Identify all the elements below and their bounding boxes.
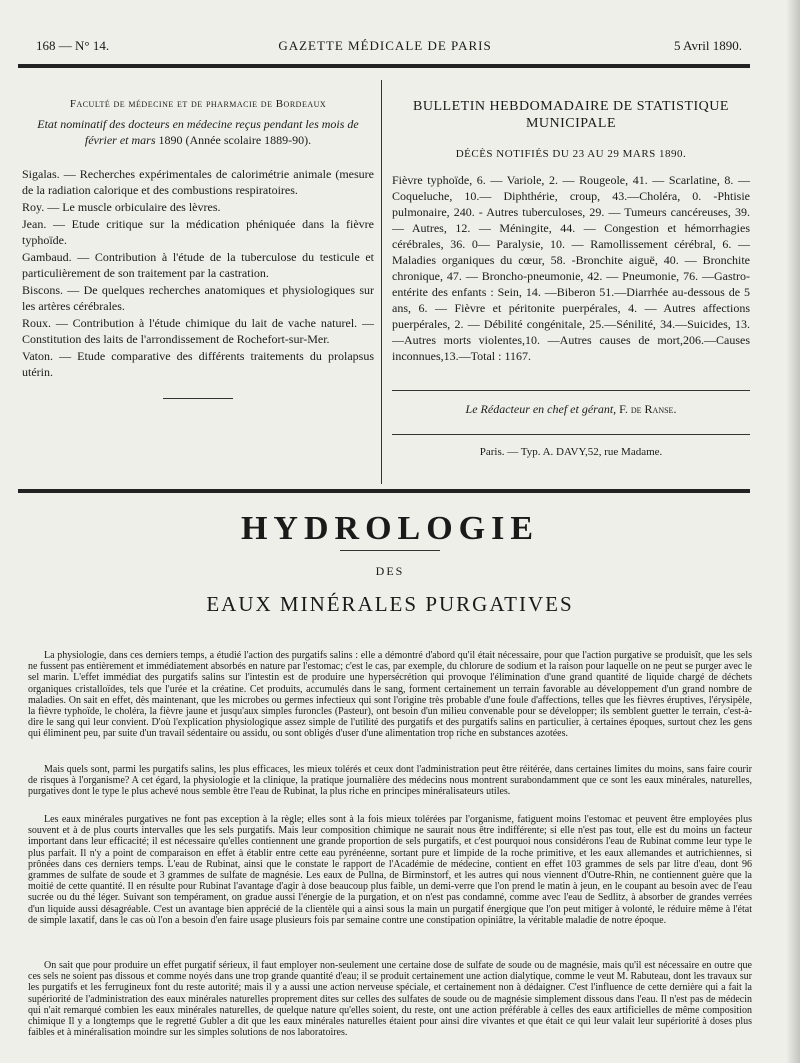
editor-name: F. de Ranse. [616,402,677,416]
thesis-entry: Sigalas. — Recherches expérimentales de calorimétrie animale (mesure de la radiation calorique et des combustions respiratoires. [22,167,374,197]
article-des: DES [375,564,405,578]
article-subtitle: EAUX MINÉRALES PURGATIVES [206,592,574,616]
faculty-year: 1890 (Année scolaire 1889-90). [155,133,312,147]
thesis-entry: Roux. — Contribution à l'étude chimique du lait de vache naturel. — Constitution des laits de l'arrondissement de Rochefort-sur-Mer. [22,316,374,346]
journal-title: GAZETTE MÉDICALE DE PARIS [278,38,492,53]
section-end-rule [163,398,233,399]
article-paragraph: Les eaux minérales purgatives ne font pas exception à la règle; elles sont à la fois mieux tolérées par l'organisme, fatiguent moins l'estomac et peuvent être employées plus souvent et à de plus courts intervalles que les sels purgatifs. Mais leur composition chimique ne saurait nous être indifférente; si elle n'est pas tout, elle est du moins un facteur important dans leur efficacité; il est nécessaire qu'elles contiennent une grande proportion de sels purgatifs, et c'est pourquoi nous considérons l'eau de Rubinat comme leur type le plus parfait. Il n'y a point de comparaison en effet à établir entre cette eau pyrénéenne, sortant pure et limpide de la roche primitive, et les eaux allemandes et autrichiennes, si prônées dans ces derniers temps. L'eau de Rubinat, ainsi que le constate le rapport de l'Académie de médecine, contient en effet 103 grammes de sels par litre d'eau, dont 96 grammes de sulfate de soude et 3 grammes de sulfate de magnésie. Les eaux de Pullna, de Birminstorf, et les autres qui nous viennent d'Outre-Rhin, ne contiennent guère que la moitié de cette quantité. Il en résulte pour Rubinat l'avantage d'agir à dose beaucoup plus faible, un demi-verre que l'on prend le matin à jeun, en le coupant au besoin avec de l'eau sucrée ou du thé léger. Suivant son tempérament, on gradue aussi l'énergie de la purgation, et on n'est pas condamné, comme avec l'eau de Sedlitz, à absorber de grandes verrées d'un liquide aussi désagréable. C'est un avantage bien apprécié de la clientèle qui a ainsi sous la main un purgatif énergique que l'on peut mitiger à volonté, le réduire même à l'état de simple laxatif, dans le cas où l'on a besoin d'en faire usage plusieurs fois par semaine contre une constipation opiniâtre, la véritable maladie de notre époque. [28,814,752,926]
thesis-entry: Jean. — Etude critique sur la médication phéniquée dans la fièvre typhoïde. [22,217,374,247]
issue-date: 5 Avril 1890. [673,38,742,53]
thesis-entry: Gambaud. — Contribution à l'étude de la tuberculose du testicule et particulièrement de son traitement par la castration. [22,250,374,280]
title-underline [340,550,440,551]
article-paragraph: La physiologie, dans ces derniers temps, a étudié l'action des purgatifs salins : elle a démontré d'abord qu'il était nécessaire, pour que l'action purgative se produisît, que les sels ne fussent pas entièrement et immédiatement absorbés en nature par l'estomac; c'est le cas, par exemple, du chlorure de sodium et la raison pour laquelle on ne peut se purger avec le sel marin. L'effet immédiat des purgatifs salins sur l'intestin est de produire une hypersécrétion qui provoque l'élimination d'une grand quantité de liquide chargé de déchets organiques cristalloïdes, tels que l'urée et la créatine. Cet produits, accumulés dans le sang, forment certainement un terrain favorable au développement d'un grand nombre de maladies. On sait en effet, dès maintenant, que les microbes ou germes infectieux qui sont l'origine très probable d'une foule d'affections, telles que les fièvres éruptives, l'érysipèle, la fièvre typhoïde, le choléra, la fièvre jaune et jusqu'aux simples furoncles (Pasteur), ont besoin d'un milieu convenable pour se développer; ils semblent guetter le terrain, c'est-à-dire le sang qui leur convient. D'où l'explication physiologique assez simple de l'utilité des purgatifs et des purgatifs salins en particulier, à certaines époques, surtout chez les gens qui éliminent peu, par suite d'un travail sédentaire ou assidu, ou sont obligés d'user d'une alimentation trop riche en substances azotées. [28,650,752,740]
column-divider [381,80,382,484]
page-header [20,38,750,60]
bulletin-subtitle: DÉCÈS NOTIFIÉS DU 23 AU 29 MARS 1890. [455,148,687,160]
thesis-entry: Vaton. — Etude comparative des différents traitements du prolapsus utérin. [22,349,374,379]
bulletin-title: BULLETIN HEBDOMADAIRE DE STATISTIQUE MUNICIPALE [413,99,729,131]
section-rule [18,489,750,493]
thesis-entry: Roy. — Le muscle orbiculaire des lèvres. [22,200,221,214]
page-number: 168 — N° 14. [36,38,110,53]
faculty-title: Faculté de médecine et de pharmacie de Bordeaux [69,98,327,110]
thesis-entry: Biscons. — De quelques recherches anatomiques et physiologiques sur les artères cérébrales. [22,283,374,313]
editor-signature: Le Rédacteur en chef et gérant, F. de Ranse. [465,402,677,416]
faculty-subtitle: Etat nominatif des docteurs en médecine reçus pendant les mois de février et mars 1890 (Année scolaire 1889-90). [37,117,359,147]
article-paragraph: Mais quels sont, parmi les purgatifs salins, les plus efficaces, les mieux tolérés et ceux dont l'administration peut être réitérée, dans certaines limites du moins, sans faire courir de risques à l'organisme? A cet égard, la physiologie et la clinique, la pratique journalière des médecins nous montrent surabondamment que ce sont les eaux minérales, naturelles, purgatives dont le type le plus achevé nous semble être l'eau de Rubinat, la plus riche en principes minéralisateurs utiles. [28,764,752,798]
mortality-statistics: Fièvre typhoïde, 6. — Variole, 2. — Rougeole, 41. — Scarlatine, 8. — Coqueluche, 10.— Diphthérie, croup, 43.—Choléra, 0. -Phtisie pulmonaire, 240. - Autres tuberculoses, 29. — Tumeurs cancéreuses, 39. — Autres, 12. — Méningite, 44. — Congestion et hémorrhagies cérébrales, 36. 0— Paralysie, 10. — Ramollissement cérébral, 6. — Maladies organiques du cœur, 58. -Bronchite aiguë, 40. — Bronchite chronique, 47. — Broncho-pneumonie, 42. — Pneumonie, 76. —Gastro-entérite des enfants : Sein, 14. —Biberon 51.—Diarrhée au-dessous de 5 ans, 6. — Fièvre et péritonite puerpérales, 4. — Autres affections puerpérales, 2. — Débilité congénitale, 25.—Sénilité, 34.—Suicides, 13.—Autres morts violentes,10. —Autres causes de mort,206.—Causes inconnues,13.—Total : 1167. [392,173,750,363]
article-paragraph: On sait que pour produire un effet purgatif sérieux, il faut employer non-seulement une certaine dose de sulfate de soude ou de magnésie, mais qu'il est nécessaire en outre que ces sels ne soient pas dissous et comme noyés dans une trop grande quantité d'eau; il se produit certainement une action dialytique, comme le veut M. Rabuteau, dont les travaux sur les purgatifs et les ferrugineux font du reste autorité; mais il y a aussi une action nerveuse spéciale, et certainement non à dédaigner. C'est l'influence de cette dernière qui a fait la supériorité de l'administration des eaux minérales naturelles proprement dites sur celles des sulfates de soude ou de magnésie simplement dissous dans l'eau. Il n'est pas de médecin qui n'ait remarqué combien les eaux minérales naturelles, de quelque nature qu'elles soient, du reste, ont une action préférable à celles des eaux artificielles de même composition chimique Il y a longtemps que le regretté Gubler a dit que les eaux minérales naturelles étaient pour ainsi dire vivantes et que était ce qui leur valait leur supériorité à doses plus faibles et à minéralisation moindre sur les simples solutions de nos laboratoires. [28,960,752,1039]
page-edge-shadow [786,0,800,1063]
article-title: HYDROLOGIE [240,510,540,547]
printer-rule [392,434,750,435]
bulletin-column [392,96,750,364]
bulletin-rule [392,390,750,391]
printer-line: Paris. — Typ. A. DAVY,52, rue Madame. [479,446,663,458]
faculty-column [22,96,374,399]
header-rule [18,64,750,68]
